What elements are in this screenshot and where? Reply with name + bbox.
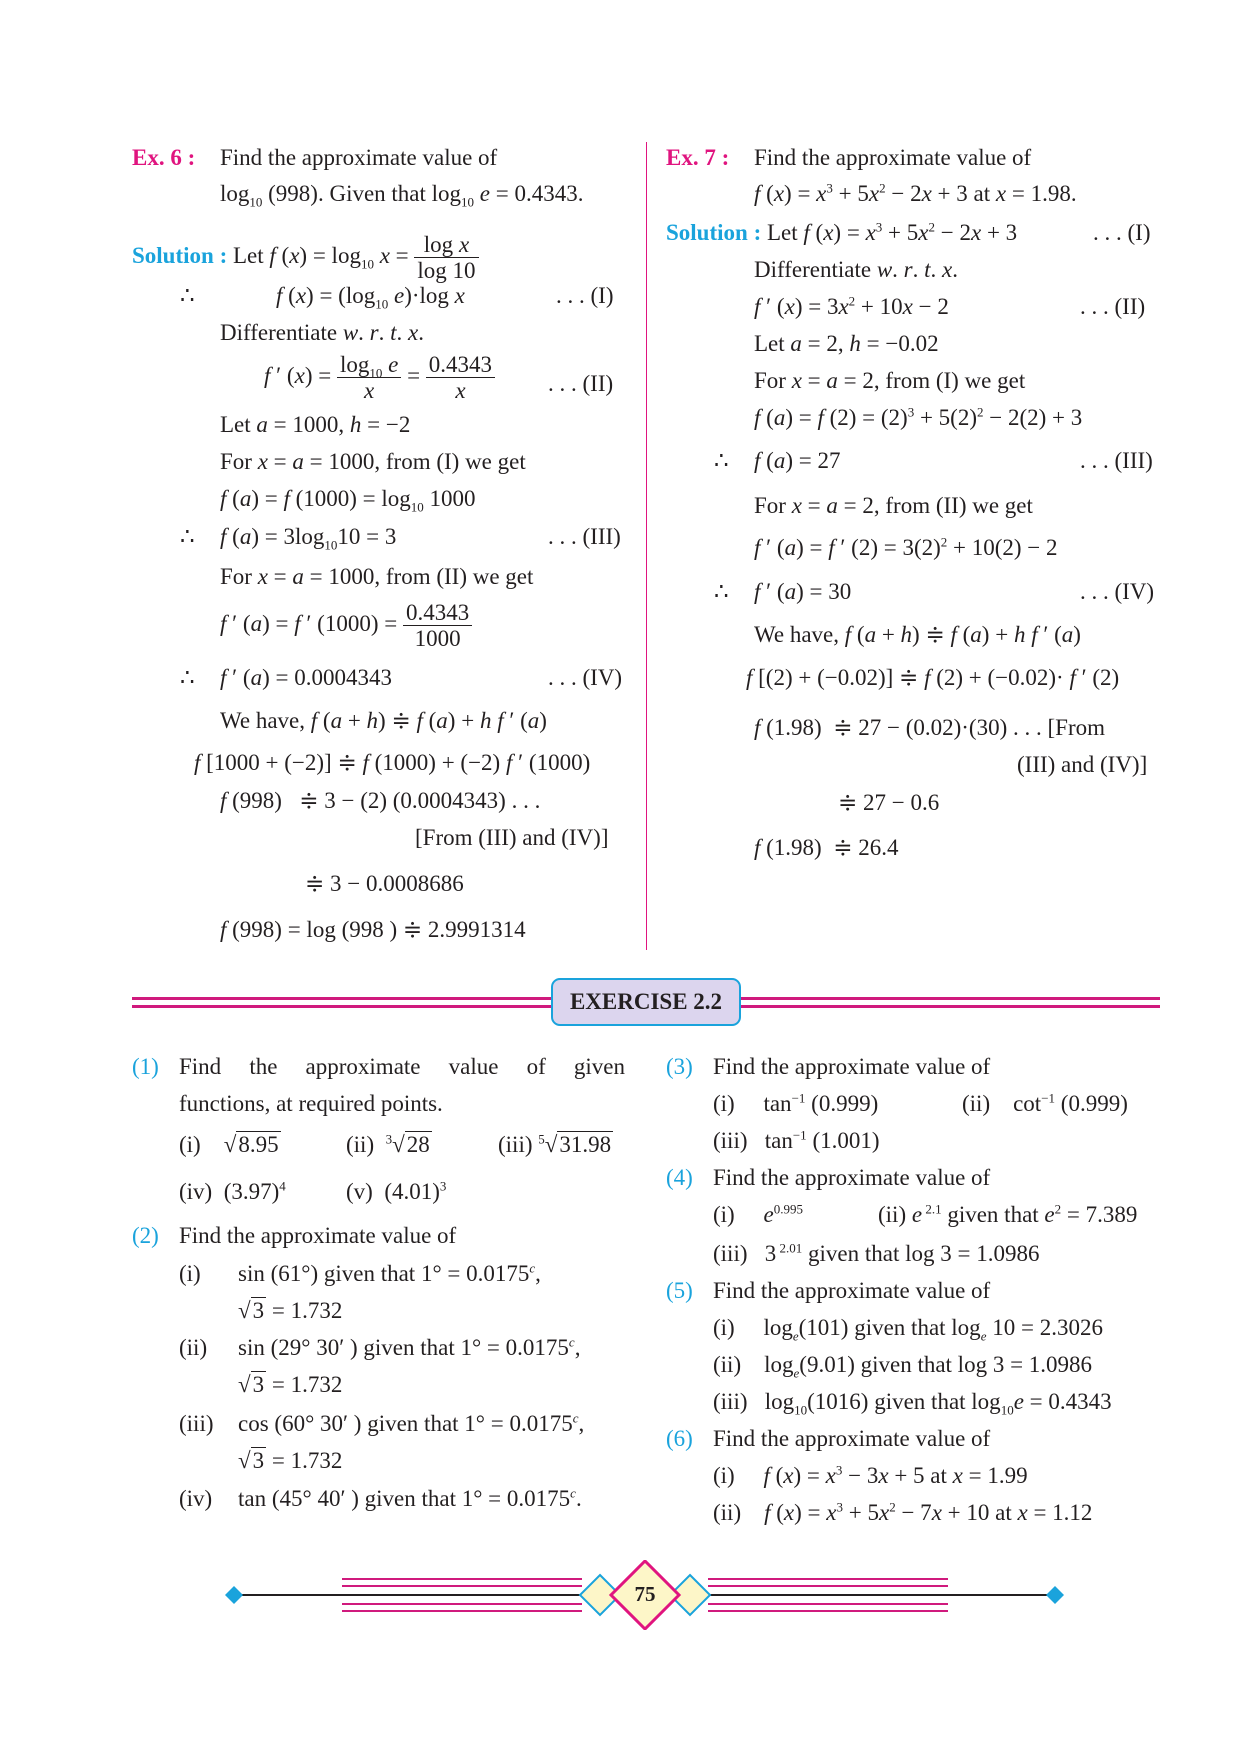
ex7-wehave: We have, f (a + h) ≑ f (a) + h f ′ (a) [754,622,1081,647]
ex6-step2: ∴ [180,283,195,308]
q2-part-iii: (iii) [179,1411,214,1436]
ex6-for2: For x = a = 1000, from (II) we get [220,564,534,589]
page-number: 75 [634,1582,656,1606]
ex7-for2: For x = a = 2, from (II) we get [754,493,1033,518]
ex6-line3: ≑ 3 − 0.0008686 [305,871,464,896]
q3-part-ii: (ii) $\cot^{-1} (0.999)$ [962,1090,1128,1116]
q4-part-i: (i) $e^{0.995}$ [713,1201,803,1227]
ex6-step3: f ′ (x) = $\frac{\log_{10} e}{x}$ = $\frac{0.4343}{x}$ [264,352,495,404]
ex6-for1: For x = a = 1000, from (I) we get [220,449,526,474]
exercise-rule-left-bottom [132,1005,552,1008]
footer-left-diamond-icon [225,1586,243,1604]
ex7-fpa2: ∴ [714,579,729,604]
q2-part-ii: (ii) [179,1335,208,1360]
q6-part-ii: (ii) f $(x) = x^3 + 5x^2 - 7x + 10$ at x = 1.12 [713,1499,1093,1525]
ex7-let: Let a = 2, h = −0.02 [754,331,939,356]
ex6-solution-step1: Solution : Let f $(x) = \log_{10} x$ = $\frac{\text{log x}}{\log 10}$ [132,232,479,284]
ex6-line1: f [1000 + (−2)] ≑ f (1000) + (−2) f ′ (1000) [194,750,591,775]
ex7-title: Find the approximate value of [754,145,1032,170]
exercise-title: EXERCISE 2.2 [551,978,741,1026]
ex7-line1: f [(2) + (−0.02)] ≑ f (2) + (−0.02)· f ′ (2) [746,665,1120,690]
ex7-from: (III) and (IV)] [1017,752,1148,777]
q4-part-ii: (ii) e $^{2.1}$ given that $e^2 = 7.389$ [878,1201,1138,1227]
q2-part-iv: (iv) [179,1486,213,1511]
q1-part-v: (v) $(4.01)^3$ [346,1178,447,1204]
ex6-result: f (998) = log (998 ) ≑ 2.9991314 [220,917,526,942]
ex6-label: Ex. 6 : [132,145,196,170]
ex6-let: Let a = 1000, h = −2 [220,412,411,437]
ex6-from: [From (III) and (IV)] [415,825,609,850]
ex7-given: f $(x) = x^3 + 5x^2 - 2x + 3$ at x = 1.98. [754,180,1077,206]
q1-part-ii: (ii) $^3$√28 [346,1131,430,1157]
column-divider [646,142,647,950]
q4-part-iii: (iii) 3 $^{2.01}$ given that log 3 = 1.0986 [713,1240,1040,1266]
ex7-fa2: ∴ [714,448,729,473]
exercise-rule-right-bottom [740,1005,1160,1008]
ex6-given: $\log_{10} (998)$. Given that $\log_{10} e = 0.4343$. [220,181,584,210]
ex6-fa2: ∴ [180,524,195,549]
ex6-wehave: We have, f (a + h) ≑ f (a) + h f ′ (a) [220,708,547,733]
ex7-diff: Differentiate w. r. t. x. [754,257,958,282]
ex7-step2: f ′ $(x) = 3x^2 + 10x - 2$ [754,293,949,319]
exercise-rule-right-top [740,997,1160,1000]
footer-right-diamond-icon [1046,1586,1064,1604]
ex6-fa1: f (a) = f $(1000) = \log_{10} 1000$ [220,486,476,515]
q1-part-i: (i) √8.95 [179,1132,279,1157]
ex7-line2: f (1.98) ≑ 27 − (0.02)·(30) . . . [From [754,715,1105,740]
ex7-fa1: f (a) = f $(2) = (2)^3 + 5(2)^2 - 2(2) + 3$ [754,404,1083,430]
exercise-rule-left-top [132,997,552,1000]
ex6-fpa1: f ′ (a) = f ′ (1000) = $\frac{0.4343}{1000}$ [220,600,472,652]
ex6-line2: f (998) ≑ 3 − (2) (0.0004343) . . . [220,788,541,813]
q1-part-iii: (iii) $^5$√31.98 [498,1131,612,1157]
q5-part-iii: (iii) $\log_{10}(1016)$ given that $\log_{10}e = 0.4343$ [713,1389,1112,1418]
q2-part-i: (i) [179,1261,201,1286]
q3-part-i: (i) $\tan^{-1} (0.999)$ [713,1090,879,1116]
q5-part-ii: (ii) $\log_e(9.01)$ given that log 3 = 1.0986 [713,1352,1093,1381]
q6-part-i: (i) f $(x) = x^3 - 3x + 5$ at x = 1.99 [713,1462,1028,1488]
ex7-for1: For x = a = 2, from (I) we get [754,368,1026,393]
ex6-fpa2: ∴ [180,665,195,690]
ex6-title: Find the approximate value of [220,145,498,170]
ex7-label: Ex. 7 : [666,145,730,170]
ex7-line3: ≑ 27 − 0.6 [838,790,940,815]
ex7-step1: Solution : Let f $(x) = x^3 + 5x^2 - 2x + 3$ [666,219,1018,245]
ex7-fpa1: f ′ (a) = f ′ $(2) = 3(2)^2 + 10(2) - 2$ [754,534,1058,560]
ex7-result: f (1.98) ≑ 26.4 [754,835,899,860]
q3-part-iii: (iii) $\tan^{-1} (1.001)$ [713,1127,880,1153]
q1-part-iv: (iv) $(3.97)^4$ [179,1178,286,1204]
ex6-diff: Differentiate w. r. t. x. [220,320,424,345]
q5-part-i: (i) $\log_e(101)$ given that $\log_e 10 = 2.3026$ [713,1315,1103,1344]
